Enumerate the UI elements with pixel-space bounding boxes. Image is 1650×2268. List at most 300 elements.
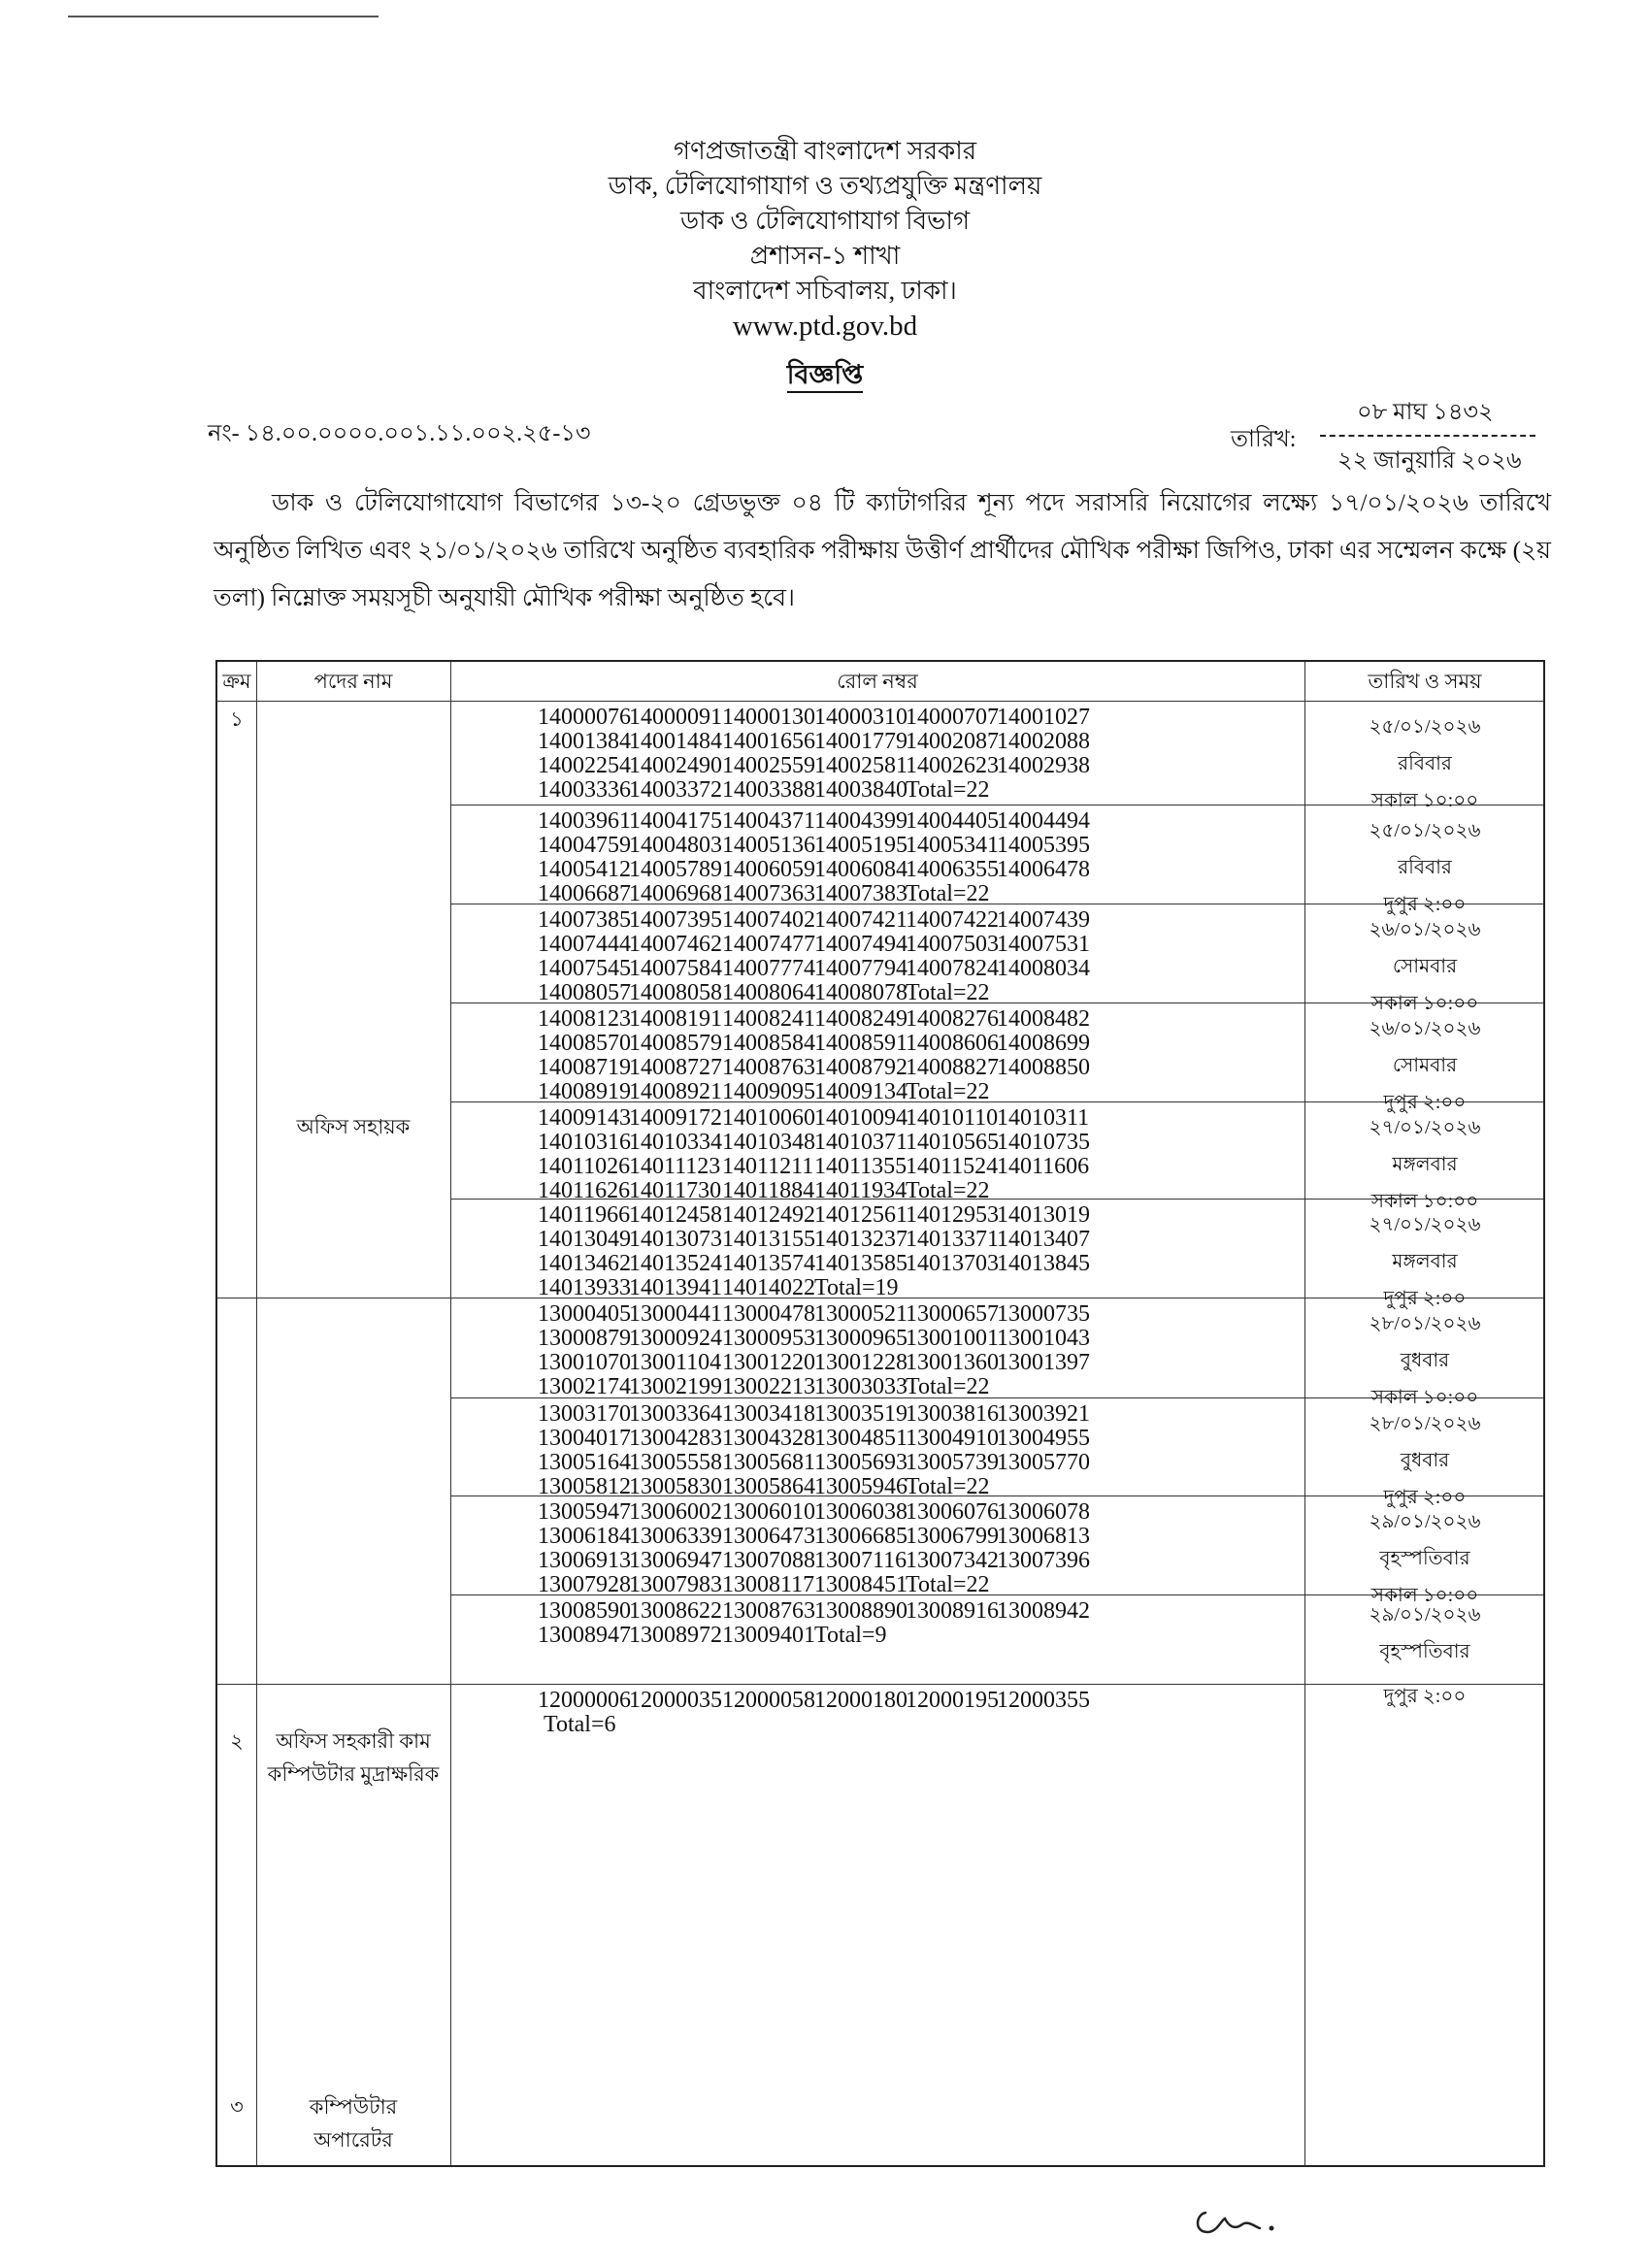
signature-mark <box>1192 2203 1289 2242</box>
roll-number: 13000478 <box>722 1301 815 1327</box>
schedule-table <box>215 660 1545 2167</box>
schedule-date: ২৮/০১/২০২৬ <box>1369 1313 1481 1334</box>
roll-number: 14004803 <box>629 833 722 858</box>
roll-number: 14001779 <box>814 729 908 754</box>
roll-number: 14008792 <box>814 1055 908 1080</box>
roll-number: 14002559 <box>722 753 815 778</box>
roll-number: 14013941 <box>629 1275 722 1300</box>
roll-number: 13003921 <box>997 1401 1090 1427</box>
roll-total: Total=19 <box>814 1275 899 1300</box>
roll-number: 13000879 <box>538 1326 631 1351</box>
roll-number: 14007444 <box>538 932 631 957</box>
roll-number: 14008850 <box>997 1055 1090 1080</box>
roll-number: 13001360 <box>906 1350 999 1375</box>
roll-block <box>450 1397 1090 1499</box>
roll-number: 14001027 <box>997 705 1090 730</box>
schedule-day: বৃহস্পতিবার <box>1379 1548 1470 1569</box>
roll-number: 14010371 <box>814 1130 908 1155</box>
roll-number: 13005812 <box>538 1474 631 1499</box>
roll-number: 14002254 <box>538 753 631 778</box>
roll-number: 14013845 <box>997 1251 1090 1276</box>
roll-number: 14010060 <box>722 1105 815 1131</box>
roll-number: 14007402 <box>722 907 815 933</box>
roll-total: Total=22 <box>906 1572 990 1597</box>
roll-number: 14007363 <box>722 881 815 906</box>
roll-number: 14004371 <box>722 808 815 834</box>
roll-number: 13002199 <box>629 1374 722 1399</box>
roll-number: 14006084 <box>814 857 908 882</box>
roll-number: 13004017 <box>538 1426 631 1451</box>
date-gregorian: ২২ জানুয়ারি ২০২৬ <box>1337 448 1522 474</box>
header-datetime: তারিখ ও সময় <box>1368 670 1482 693</box>
roll-number: 12000355 <box>997 1688 1090 1713</box>
roll-number: 14008591 <box>814 1031 908 1056</box>
roll-number: 13000735 <box>997 1301 1090 1327</box>
roll-number: 14011211 <box>722 1154 814 1179</box>
roll-number: 13005830 <box>629 1474 722 1499</box>
roll-number: 14008919 <box>538 1079 631 1104</box>
schedule-datetime <box>1304 1010 1545 1121</box>
roll-number: 14011884 <box>722 1178 815 1203</box>
roll-number: 13008763 <box>722 1598 815 1624</box>
schedule-day: বুধবার <box>1400 1350 1450 1371</box>
roll-number: 13000441 <box>629 1301 722 1327</box>
roll-number: 13003033 <box>814 1374 908 1399</box>
roll-total: Total=22 <box>906 980 990 1005</box>
roll-number: 13007116 <box>814 1548 908 1573</box>
roll-number: 14000707 <box>906 705 999 730</box>
division-name: ডাক ও টেলিযোগাযাগ বিভাগ <box>680 207 970 235</box>
roll-number: 14012561 <box>814 1202 908 1228</box>
roll-number: 14008719 <box>538 1055 631 1080</box>
roll-number: 13006813 <box>997 1524 1090 1549</box>
roll-number: 13006473 <box>722 1524 815 1549</box>
schedule-day: বৃহস্পতিবার <box>1379 1641 1470 1662</box>
roll-number: 14013703 <box>906 1251 999 1276</box>
roll-number: 14007383 <box>814 881 908 906</box>
roll-number: 14008482 <box>997 1006 1090 1032</box>
roll-number: 13000657 <box>906 1301 999 1327</box>
post-serial: ৩ <box>230 2095 244 2119</box>
roll-number: 14008763 <box>722 1055 815 1080</box>
roll-number: 14007462 <box>629 932 722 957</box>
roll-number: 13000924 <box>629 1326 722 1351</box>
roll-number: 13008947 <box>538 1623 631 1648</box>
roll-number: 14010110 <box>906 1105 999 1131</box>
roll-total: Total=22 <box>906 1474 990 1499</box>
roll-number: 14013049 <box>538 1227 631 1252</box>
roll-number: 14006355 <box>906 857 999 882</box>
roll-total: Total=22 <box>906 1079 990 1104</box>
roll-number: 13007342 <box>906 1548 999 1573</box>
roll-number: 14008057 <box>538 980 631 1005</box>
roll-number: 14007422 <box>906 907 999 933</box>
roll-number: 13001397 <box>997 1350 1090 1375</box>
roll-number: 13005164 <box>538 1450 631 1475</box>
schedule-date: ২৯/০১/২০২৬ <box>1369 1604 1481 1626</box>
roll-number: 14013585 <box>814 1251 908 1276</box>
date-label: তারিখ: <box>1231 427 1297 452</box>
roll-number: 14003961 <box>538 808 631 834</box>
roll-number: 13005946 <box>814 1474 908 1499</box>
roll-block <box>450 1003 1090 1104</box>
roll-number: 13005558 <box>629 1450 722 1475</box>
roll-number: 13000521 <box>814 1301 908 1327</box>
roll-block <box>450 904 1090 1005</box>
roll-number: 14010316 <box>538 1130 631 1155</box>
roll-number: 14011730 <box>629 1178 722 1203</box>
roll-number: 13001043 <box>997 1326 1090 1351</box>
roll-number: 14005195 <box>814 833 908 858</box>
roll-number: 13003364 <box>629 1401 722 1427</box>
branch-name: প্রশাসন-১ শাখা <box>749 242 901 270</box>
top-rule <box>68 16 379 17</box>
schedule-date: ২৬/০১/২০২৬ <box>1369 1018 1481 1039</box>
roll-number: 14004405 <box>906 808 999 834</box>
roll-number: 13005693 <box>814 1450 908 1475</box>
roll-block <box>450 1199 1090 1300</box>
roll-number: 14002490 <box>629 753 722 778</box>
schedule-datetime <box>1304 812 1545 923</box>
schedule-datetime <box>1304 1206 1545 1317</box>
schedule-date: ২৯/০১/২০২৬ <box>1369 1511 1481 1532</box>
roll-total: Total=22 <box>906 881 990 906</box>
roll-number: 14010735 <box>997 1130 1090 1155</box>
roll-number: 14000310 <box>814 705 908 730</box>
ministry-name: ডাক, টেলিযোগাযাগ ও তথ্যপ্রযুক্তি মন্ত্রণালয় <box>608 172 1042 200</box>
roll-number: 14001656 <box>722 729 815 754</box>
roll-total: Total=6 <box>544 1712 616 1737</box>
roll-number: 14009095 <box>722 1079 815 1104</box>
roll-number: 14006478 <box>997 857 1090 882</box>
schedule-time: দুপুর ২:০০ <box>1383 1487 1467 1508</box>
roll-number: 13008451 <box>814 1572 908 1597</box>
roll-number: 13009401 <box>722 1623 815 1648</box>
schedule-datetime <box>1304 708 1545 819</box>
roll-number: 13000405 <box>538 1301 631 1327</box>
roll-number: 14007531 <box>997 932 1090 957</box>
roll-number: 13001104 <box>629 1350 722 1375</box>
roll-number: 14011606 <box>997 1154 1090 1179</box>
roll-number: 14007794 <box>814 956 908 981</box>
roll-number: 14010334 <box>629 1130 722 1155</box>
roll-number: 13006799 <box>906 1524 999 1549</box>
post-serial: ১ <box>230 707 244 731</box>
roll-number: 13008972 <box>629 1623 722 1648</box>
roll-number: 14005789 <box>629 857 722 882</box>
roll-number: 14008064 <box>722 980 815 1005</box>
roll-number: 13005681 <box>722 1450 815 1475</box>
roll-number: 14009172 <box>629 1105 722 1131</box>
roll-number: 14007477 <box>722 932 815 957</box>
roll-number: 14008827 <box>906 1055 999 1080</box>
roll-number: 14013462 <box>538 1251 631 1276</box>
roll-number: 14007494 <box>814 932 908 957</box>
roll-number: 14008058 <box>629 980 722 1005</box>
roll-number: 14007439 <box>997 907 1090 933</box>
roll-number: 14008921 <box>629 1079 722 1104</box>
roll-total: Total=9 <box>814 1623 887 1648</box>
roll-number: 13006078 <box>997 1499 1090 1525</box>
roll-number: 14007774 <box>722 956 815 981</box>
roll-number: 13006184 <box>538 1524 631 1549</box>
roll-number: 14007584 <box>629 956 722 981</box>
roll-number: 14008699 <box>997 1031 1090 1056</box>
roll-number: 14008606 <box>906 1031 999 1056</box>
roll-number: 14003336 <box>538 777 631 803</box>
roll-number: 13006010 <box>722 1499 815 1525</box>
roll-number: 14007824 <box>906 956 999 981</box>
roll-number: 14012458 <box>629 1202 722 1228</box>
schedule-time: দুপুর ২:০০ <box>1383 1092 1467 1113</box>
roll-number: 14002581 <box>814 753 908 778</box>
roll-number: 14013574 <box>722 1251 815 1276</box>
roll-number: 14006687 <box>538 881 631 906</box>
roll-number: 13006685 <box>814 1524 908 1549</box>
col-divider <box>256 662 257 2165</box>
schedule-datetime <box>1304 1109 1545 1220</box>
roll-number: 14007395 <box>629 907 722 933</box>
roll-number: 13000965 <box>814 1326 908 1351</box>
letterhead <box>0 134 1650 344</box>
roll-number: 14010311 <box>997 1105 1090 1131</box>
roll-number: 13002213 <box>722 1374 815 1399</box>
roll-number: 14004399 <box>814 808 908 834</box>
roll-number: 14008570 <box>538 1031 631 1056</box>
roll-number: 13006947 <box>629 1548 722 1573</box>
schedule-datetime <box>1304 911 1545 1022</box>
schedule-date: ২৭/০১/২০২৬ <box>1369 1214 1481 1235</box>
roll-number: 14008191 <box>629 1006 722 1032</box>
notice-title: বিজ্ঞপ্তি <box>0 355 1650 399</box>
roll-number: 13008916 <box>906 1598 999 1624</box>
roll-number: 14002088 <box>997 729 1090 754</box>
roll-number: 14011966 <box>538 1202 631 1228</box>
post-serial: ২ <box>230 1729 244 1753</box>
roll-number: 13003418 <box>722 1401 815 1427</box>
roll-number: 14011524 <box>906 1154 999 1179</box>
roll-number: 13007088 <box>722 1548 815 1573</box>
schedule-time: দুপুর ২:০০ <box>1383 894 1467 915</box>
roll-number: 12000006 <box>538 1688 631 1713</box>
schedule-date: ২৫/০১/২০২৬ <box>1369 820 1481 841</box>
roll-number: 13008622 <box>629 1598 722 1624</box>
roll-number: 14001384 <box>538 729 631 754</box>
roll-number: 14002938 <box>997 753 1090 778</box>
roll-number: 14000130 <box>722 705 815 730</box>
roll-number: 13007983 <box>629 1572 722 1597</box>
roll-number: 14013524 <box>629 1251 722 1276</box>
roll-number: 13002174 <box>538 1374 631 1399</box>
post-name: অফিস সহায়ক <box>296 1115 411 1138</box>
roll-number: 14000091 <box>629 705 722 730</box>
roll-number: 14006059 <box>722 857 815 882</box>
roll-number: 14008584 <box>722 1031 815 1056</box>
roll-number: 13004283 <box>629 1426 722 1451</box>
roll-number: 13006076 <box>906 1499 999 1525</box>
roll-number: 14008078 <box>814 980 908 1005</box>
roll-number: 14007385 <box>538 907 631 933</box>
roll-block <box>450 1101 1090 1203</box>
schedule-datetime <box>1304 1305 1545 1416</box>
schedule-date: ২৭/০১/২০২৬ <box>1369 1117 1481 1138</box>
roll-number: 13008590 <box>538 1598 631 1624</box>
notice-body: ডাক ও টেলিযোগাযোগ বিভাগের ১৩-২০ গ্রেডভুক্ত ০৪ টি ক্যাটাগরির শূন্য পদে সরাসরি নিয়োগের লক্ষ্যে ১৭/০১/২০২৬ তারিখে অনুষ্ঠিত লিখিত এবং ২১/০১/২০২৬ তারিখে অনুষ্ঠিত ব্যবহারিক পরীক্ষায় উত্তীর্ণ প্রার্থীদের মৌখিক পরীক্ষা জিপিও, ঢাকা এর সম্মেলন কক্ষে (২য় তলা) নিম্নোক্ত সময়সূচী অনুযায়ী মৌখিক পরীক্ষা অনুষ্ঠিত হবে। <box>214 490 1551 611</box>
roll-number: 14012953 <box>906 1202 999 1228</box>
post-name: কম্পিউটার অপারেটর <box>309 2095 398 2152</box>
roll-number: 13006038 <box>814 1499 908 1525</box>
roll-number: 14005136 <box>722 833 815 858</box>
roll-number: 14008123 <box>538 1006 631 1032</box>
office-address: বাংলাদেশ সচিবালয়, ঢাকা। <box>693 277 957 305</box>
roll-number: 14013237 <box>814 1227 908 1252</box>
roll-number: 14005395 <box>997 833 1090 858</box>
roll-number: 13001220 <box>722 1350 815 1375</box>
roll-number: 14000076 <box>538 705 631 730</box>
roll-number: 13003816 <box>906 1401 999 1427</box>
roll-number: 14007503 <box>906 932 999 957</box>
roll-number: 14004759 <box>538 833 631 858</box>
roll-number: 13001228 <box>814 1350 908 1375</box>
roll-number: 14006968 <box>629 881 722 906</box>
header-roll: রোল নম্বর <box>837 670 918 693</box>
schedule-day: বুধবার <box>1400 1450 1450 1471</box>
roll-number: 12000180 <box>814 1688 908 1713</box>
schedule-day: রবিবার <box>1398 753 1452 774</box>
roll-number: 13008890 <box>814 1598 908 1624</box>
roll-block <box>450 701 1090 805</box>
memo-number: নং- ১৪.০০.০০০০.০০১.১১.০০২.২৫-১৩ <box>208 421 591 446</box>
schedule-time: সকাল ১০:০০ <box>1370 1191 1479 1212</box>
roll-number: 13006913 <box>538 1548 631 1573</box>
schedule-day: মঙ্গলবার <box>1392 1154 1458 1175</box>
roll-number: 13007928 <box>538 1572 631 1597</box>
roll-number: 14013933 <box>538 1275 631 1300</box>
roll-number: 13008942 <box>997 1598 1090 1624</box>
roll-number: 14008727 <box>629 1055 722 1080</box>
roll-number: 14008034 <box>997 956 1090 981</box>
roll-number: 14010348 <box>722 1130 815 1155</box>
schedule-time: সকাল ১০:০০ <box>1370 1387 1479 1408</box>
roll-number: 14005412 <box>538 857 631 882</box>
website-link[interactable]: www.ptd.gov.bd <box>732 311 918 342</box>
schedule-date: ২৬/০১/২০২৬ <box>1369 919 1481 940</box>
roll-total: Total=22 <box>906 1178 990 1203</box>
roll-block <box>450 1298 1090 1399</box>
roll-number: 13005770 <box>997 1450 1090 1475</box>
schedule-time: দুপুর ২:০০ <box>1383 1288 1467 1309</box>
roll-number: 14012492 <box>722 1202 815 1228</box>
roll-number: 14011355 <box>814 1154 908 1179</box>
header-serial: ক্রম <box>222 670 251 693</box>
roll-number: 14010094 <box>814 1105 908 1131</box>
schedule-date: ২৫/০১/২০২৬ <box>1369 716 1481 738</box>
roll-number: 14013407 <box>997 1227 1090 1252</box>
schedule-day: সোমবার <box>1392 956 1458 977</box>
roll-number: 13005864 <box>722 1474 815 1499</box>
roll-number: 14014022 <box>722 1275 815 1300</box>
date-bangla: ০৮ মাঘ ১৪৩২ <box>1357 400 1494 425</box>
roll-number: 13004955 <box>997 1426 1090 1451</box>
schedule-datetime <box>1304 1596 1545 1715</box>
roll-block <box>450 805 1090 906</box>
roll-number: 12000195 <box>906 1688 999 1713</box>
roll-number: 14004494 <box>997 808 1090 834</box>
roll-total: Total=22 <box>906 1374 990 1399</box>
roll-number: 14013073 <box>629 1227 722 1252</box>
roll-number: 12000058 <box>722 1688 815 1713</box>
roll-number: 13005739 <box>906 1450 999 1475</box>
govt-name: গণপ্রজাতন্ত্রী বাংলাদেশ সরকার <box>673 137 977 165</box>
roll-number: 13006002 <box>629 1499 722 1525</box>
schedule-time: দুপুর ২:০০ <box>1383 1686 1467 1707</box>
roll-number: 14003388 <box>722 777 815 803</box>
roll-number: 14011626 <box>538 1178 631 1203</box>
roll-number: 13006339 <box>629 1524 722 1549</box>
roll-number: 13000953 <box>722 1326 815 1351</box>
schedule-time: সকাল ১০:০০ <box>1370 790 1479 811</box>
roll-number: 14003840 <box>814 777 908 803</box>
roll-number: 14008579 <box>629 1031 722 1056</box>
roll-number: 13007396 <box>997 1548 1090 1573</box>
roll-number: 14004175 <box>629 808 722 834</box>
roll-number: 14008241 <box>722 1006 815 1032</box>
roll-number: 13003170 <box>538 1401 631 1427</box>
schedule-day: সোমবার <box>1392 1055 1458 1076</box>
roll-number: 13005947 <box>538 1499 631 1525</box>
roll-number: 13004851 <box>814 1426 908 1451</box>
schedule-day: মঙ্গলবার <box>1392 1251 1458 1272</box>
roll-number: 12000035 <box>629 1688 722 1713</box>
roll-number: 14003372 <box>629 777 722 803</box>
roll-number: 14001484 <box>629 729 722 754</box>
header-post: পদের নাম <box>314 670 393 693</box>
roll-number: 13001070 <box>538 1350 631 1375</box>
roll-total: Total=22 <box>906 777 990 803</box>
roll-number: 13001001 <box>906 1326 999 1351</box>
roll-number: 14002623 <box>906 753 999 778</box>
schedule-datetime <box>1304 1405 1545 1516</box>
roll-number: 14007421 <box>814 907 908 933</box>
roll-number: 14011123 <box>629 1154 721 1179</box>
roll-number: 14013371 <box>906 1227 999 1252</box>
roll-number: 14008249 <box>814 1006 908 1032</box>
roll-number: 14008276 <box>906 1006 999 1032</box>
post-name: অফিস সহকারী কাম কম্পিউটার মুদ্রাক্ষরিক <box>267 1729 440 1786</box>
roll-number: 14005341 <box>906 833 999 858</box>
roll-block <box>450 1594 1090 1684</box>
roll-number: 13004910 <box>906 1426 999 1451</box>
roll-number: 14013019 <box>997 1202 1090 1228</box>
schedule-day: রবিবার <box>1398 857 1452 878</box>
roll-number: 14009143 <box>538 1105 631 1131</box>
roll-number: 13004328 <box>722 1426 815 1451</box>
roll-number: 14010565 <box>906 1130 999 1155</box>
roll-block <box>450 1496 1090 1597</box>
roll-number: 14002087 <box>906 729 999 754</box>
roll-number: 13003519 <box>814 1401 908 1427</box>
schedule-date: ২৮/০১/২০২৬ <box>1369 1413 1481 1434</box>
roll-number: 14007545 <box>538 956 631 981</box>
roll-block <box>450 1684 1090 2165</box>
roll-number: 14009134 <box>814 1079 908 1104</box>
schedule-time: সকাল ১০:০০ <box>1370 1585 1479 1606</box>
roll-number: 14011026 <box>538 1154 631 1179</box>
schedule-time: সকাল ১০:০০ <box>1370 993 1479 1014</box>
roll-number: 13008117 <box>722 1572 815 1597</box>
roll-number: 14011934 <box>814 1178 908 1203</box>
date-divider <box>1320 435 1535 437</box>
